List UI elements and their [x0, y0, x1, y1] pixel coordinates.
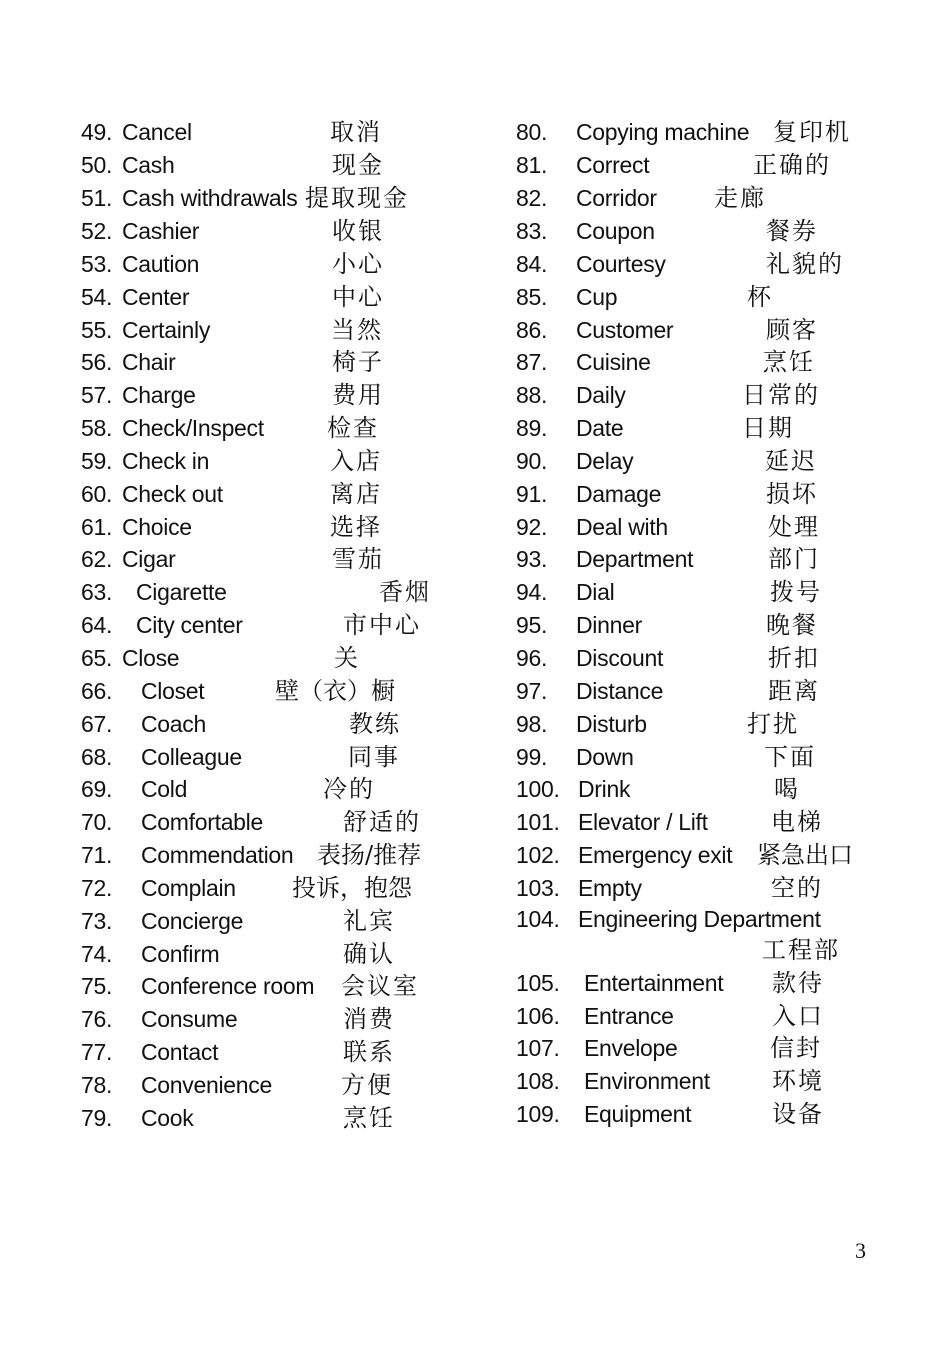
- entry-chinese: 晚餐: [766, 611, 818, 639]
- entry-chinese: 舒适的: [343, 808, 421, 836]
- entry-chinese: 费用: [332, 381, 384, 409]
- entry-number: 89.: [516, 415, 548, 441]
- entry-chinese: 入店: [330, 447, 382, 475]
- entry-chinese: 处理: [768, 513, 820, 541]
- entry-number: 74.: [81, 941, 113, 967]
- entry-english: Delay: [576, 448, 634, 474]
- entry-number: 75.: [81, 973, 113, 999]
- entry-number: 98.: [516, 711, 548, 737]
- entry-chinese: 同事: [348, 743, 400, 771]
- entry-number: 92.: [516, 514, 548, 540]
- entry-chinese: 椅子: [332, 348, 384, 376]
- entry-chinese: 小心: [332, 250, 384, 278]
- entry-number: 88.: [516, 382, 548, 408]
- entry-english: Envelope: [584, 1035, 678, 1061]
- entry-english: Close: [122, 645, 180, 671]
- entry-number: 51.: [81, 185, 113, 211]
- entry-number: 109.: [516, 1101, 560, 1127]
- entry-english: Certainly: [122, 317, 211, 343]
- entry-number: 100.: [516, 776, 560, 802]
- entry-chinese: 香烟: [379, 578, 431, 606]
- entry-english: Daily: [576, 382, 626, 408]
- page-number: 3: [855, 1238, 866, 1263]
- entry-english: Distance: [576, 678, 664, 704]
- entry-number: 52.: [81, 218, 113, 244]
- entry-number: 62.: [81, 546, 113, 572]
- entry-chinese: 方便: [341, 1071, 393, 1099]
- entry-chinese: 取消: [330, 118, 382, 146]
- entry-number: 68.: [81, 744, 113, 770]
- entry-english: Customer: [576, 317, 674, 343]
- entry-number: 63.: [81, 579, 113, 605]
- entry-number: 99.: [516, 744, 548, 770]
- entry-english: Equipment: [584, 1101, 692, 1127]
- entry-chinese: 烹饪: [343, 1104, 395, 1132]
- entry-english: Damage: [576, 481, 662, 507]
- entry-english: Coupon: [576, 218, 655, 244]
- entry-number: 97.: [516, 678, 548, 704]
- entry-english: Elevator / Lift: [578, 809, 708, 835]
- entry-number: 49.: [81, 119, 113, 145]
- entry-english: City center: [136, 612, 243, 638]
- entry-chinese: 投诉，抱怨: [292, 874, 412, 902]
- entry-number: 58.: [81, 415, 113, 441]
- entry-chinese: 教练: [349, 710, 401, 738]
- entry-number: 78.: [81, 1072, 113, 1098]
- entry-english: Dial: [576, 579, 615, 605]
- entry-number: 91.: [516, 481, 548, 507]
- entry-number: 81.: [516, 152, 548, 178]
- entry-english: Coach: [141, 711, 206, 737]
- entry-number: 95.: [516, 612, 548, 638]
- entry-number: 87.: [516, 349, 548, 375]
- entry-chinese: 部门: [768, 545, 820, 573]
- entry-english: Caution: [122, 251, 200, 277]
- entry-chinese: 联系: [343, 1038, 395, 1066]
- entry-number: 59.: [81, 448, 113, 474]
- entry-chinese: 正确的: [753, 151, 831, 179]
- entry-english: Check out: [122, 481, 223, 507]
- entry-number: 104.: [516, 906, 560, 932]
- entry-english: Cook: [141, 1105, 194, 1131]
- entry-chinese: 当然: [331, 316, 383, 344]
- entry-english: Choice: [122, 514, 192, 540]
- entry-english: Chair: [122, 349, 176, 375]
- entry-english: Discount: [576, 645, 664, 671]
- entry-english: Colleague: [141, 744, 242, 770]
- entry-number: 107.: [516, 1035, 560, 1061]
- entry-number: 101.: [516, 809, 560, 835]
- entry-chinese: 走廊: [714, 184, 766, 212]
- entry-chinese: 环境: [772, 1067, 824, 1095]
- entry-english: Cigar: [122, 546, 176, 572]
- entry-chinese: 礼貌的: [766, 250, 844, 278]
- entry-chinese: 信封: [770, 1034, 822, 1062]
- entry-chinese: 会议室: [341, 972, 419, 1000]
- entry-chinese: 雪茄: [332, 545, 384, 573]
- entry-english: Cup: [576, 284, 618, 310]
- entry-number: 60.: [81, 481, 113, 507]
- entry-chinese: 消费: [343, 1005, 395, 1033]
- entry-english: Emergency exit: [578, 842, 733, 868]
- entry-chinese: 礼宾: [343, 907, 395, 935]
- entry-english: Confirm: [141, 941, 220, 967]
- entry-number: 73.: [81, 908, 113, 934]
- entry-number: 85.: [516, 284, 548, 310]
- entry-chinese: 下面: [764, 743, 816, 771]
- entry-chinese: 设备: [772, 1100, 824, 1128]
- entry-english: Drink: [578, 776, 631, 802]
- entry-chinese: 电梯: [771, 808, 823, 836]
- entry-chinese: 壁（衣）橱: [275, 677, 395, 705]
- entry-chinese: 复印机: [773, 118, 851, 146]
- entry-number: 106.: [516, 1003, 560, 1029]
- entry-english: Contact: [141, 1039, 219, 1065]
- entry-number: 102.: [516, 842, 560, 868]
- entry-english: Down: [576, 744, 634, 770]
- entry-chinese: 紧急出口: [757, 841, 853, 869]
- entry-english: Cash withdrawals: [122, 185, 298, 211]
- entry-english: Cigarette: [136, 579, 227, 605]
- entry-number: 80.: [516, 119, 548, 145]
- entry-chinese: 表扬/推荐: [317, 841, 422, 869]
- entry-english: Commendation: [141, 842, 294, 868]
- entry-chinese: 冷的: [323, 775, 375, 803]
- entry-english: Engineering Department: [578, 906, 821, 932]
- entry-number: 69.: [81, 776, 113, 802]
- entry-chinese: 检查: [327, 414, 379, 442]
- entry-chinese: 现金: [332, 151, 384, 179]
- entry-number: 57.: [81, 382, 113, 408]
- entry-number: 94.: [516, 579, 548, 605]
- entry-english: Environment: [584, 1068, 710, 1094]
- entry-chinese: 选择: [330, 513, 382, 541]
- entry-english: Courtesy: [576, 251, 666, 277]
- entry-english: Entrance: [584, 1003, 674, 1029]
- entry-chinese: 烹饪: [763, 348, 815, 376]
- entry-number: 72.: [81, 875, 113, 901]
- entry-number: 82.: [516, 185, 548, 211]
- entry-number: 76.: [81, 1006, 113, 1032]
- entry-number: 83.: [516, 218, 548, 244]
- entry-english: Disturb: [576, 711, 647, 737]
- entry-chinese: 款待: [772, 969, 824, 997]
- entry-number: 90.: [516, 448, 548, 474]
- entry-chinese: 入口: [772, 1002, 824, 1030]
- entry-chinese: 提取现金: [305, 184, 409, 212]
- entry-number: 66.: [81, 678, 113, 704]
- entry-number: 79.: [81, 1105, 113, 1131]
- entry-number: 77.: [81, 1039, 113, 1065]
- entry-chinese: 杯: [747, 283, 773, 311]
- entry-number: 67.: [81, 711, 113, 737]
- entry-number: 64.: [81, 612, 113, 638]
- entry-english: Cashier: [122, 218, 200, 244]
- entry-chinese: 损坏: [766, 480, 818, 508]
- entry-english: Corridor: [576, 185, 657, 211]
- entry-chinese: 喝: [774, 775, 800, 803]
- entry-english: Check in: [122, 448, 210, 474]
- entry-chinese: 空的: [771, 874, 823, 902]
- entry-chinese: 确认: [343, 940, 395, 968]
- entry-chinese: 日期: [742, 414, 794, 442]
- entry-number: 50.: [81, 152, 113, 178]
- entry-english: Entertainment: [584, 970, 724, 996]
- entry-english: Cancel: [122, 119, 192, 145]
- entry-number: 96.: [516, 645, 548, 671]
- entry-number: 84.: [516, 251, 548, 277]
- entry-number: 103.: [516, 875, 560, 901]
- entry-number: 86.: [516, 317, 548, 343]
- entry-english: Comfortable: [141, 809, 263, 835]
- entry-number: 53.: [81, 251, 113, 277]
- entry-chinese: 拨号: [770, 578, 822, 606]
- entry-number: 108.: [516, 1068, 560, 1094]
- entry-english: Dinner: [576, 612, 642, 638]
- entry-english: Correct: [576, 152, 650, 178]
- entry-number: 71.: [81, 842, 113, 868]
- entry-english: Conference room: [141, 973, 315, 999]
- entry-english: Charge: [122, 382, 196, 408]
- entry-chinese: 关: [334, 644, 360, 672]
- entry-chinese: 顾客: [766, 316, 818, 344]
- entry-english: Check/Inspect: [122, 415, 264, 441]
- entry-english: Closet: [141, 678, 205, 704]
- entry-chinese: 中心: [332, 283, 384, 311]
- entry-chinese: 餐券: [766, 217, 818, 245]
- entry-number: 55.: [81, 317, 113, 343]
- entry-english: Center: [122, 284, 190, 310]
- entry-english: Consume: [141, 1006, 238, 1032]
- entry-chinese: 折扣: [768, 644, 820, 672]
- entry-english: Empty: [578, 875, 642, 901]
- entry-chinese: 市中心: [343, 611, 421, 639]
- entry-english: Deal with: [576, 514, 668, 540]
- entry-chinese: 离店: [330, 480, 382, 508]
- entry-chinese: 打扰: [747, 710, 799, 738]
- entry-chinese: 延迟: [765, 447, 817, 475]
- entry-english: Cuisine: [576, 349, 651, 375]
- entry-english: Copying machine: [576, 119, 750, 145]
- entry-english: Date: [576, 415, 624, 441]
- entry-number: 61.: [81, 514, 113, 540]
- entry-number: 54.: [81, 284, 113, 310]
- entry-english: Concierge: [141, 908, 244, 934]
- entry-chinese: 工程部: [762, 936, 840, 964]
- entry-number: 70.: [81, 809, 113, 835]
- entry-english: Cash: [122, 152, 175, 178]
- entry-number: 105.: [516, 970, 560, 996]
- entry-number: 56.: [81, 349, 113, 375]
- entry-english: Complain: [141, 875, 236, 901]
- entry-number: 65.: [81, 645, 113, 671]
- entry-chinese: 收银: [332, 217, 384, 245]
- entry-number: 93.: [516, 546, 548, 572]
- entry-english: Convenience: [141, 1072, 272, 1098]
- entry-english: Department: [576, 546, 694, 572]
- entry-chinese: 距离: [768, 677, 820, 705]
- entry-chinese: 日常的: [742, 381, 820, 409]
- entry-english: Cold: [141, 776, 188, 802]
